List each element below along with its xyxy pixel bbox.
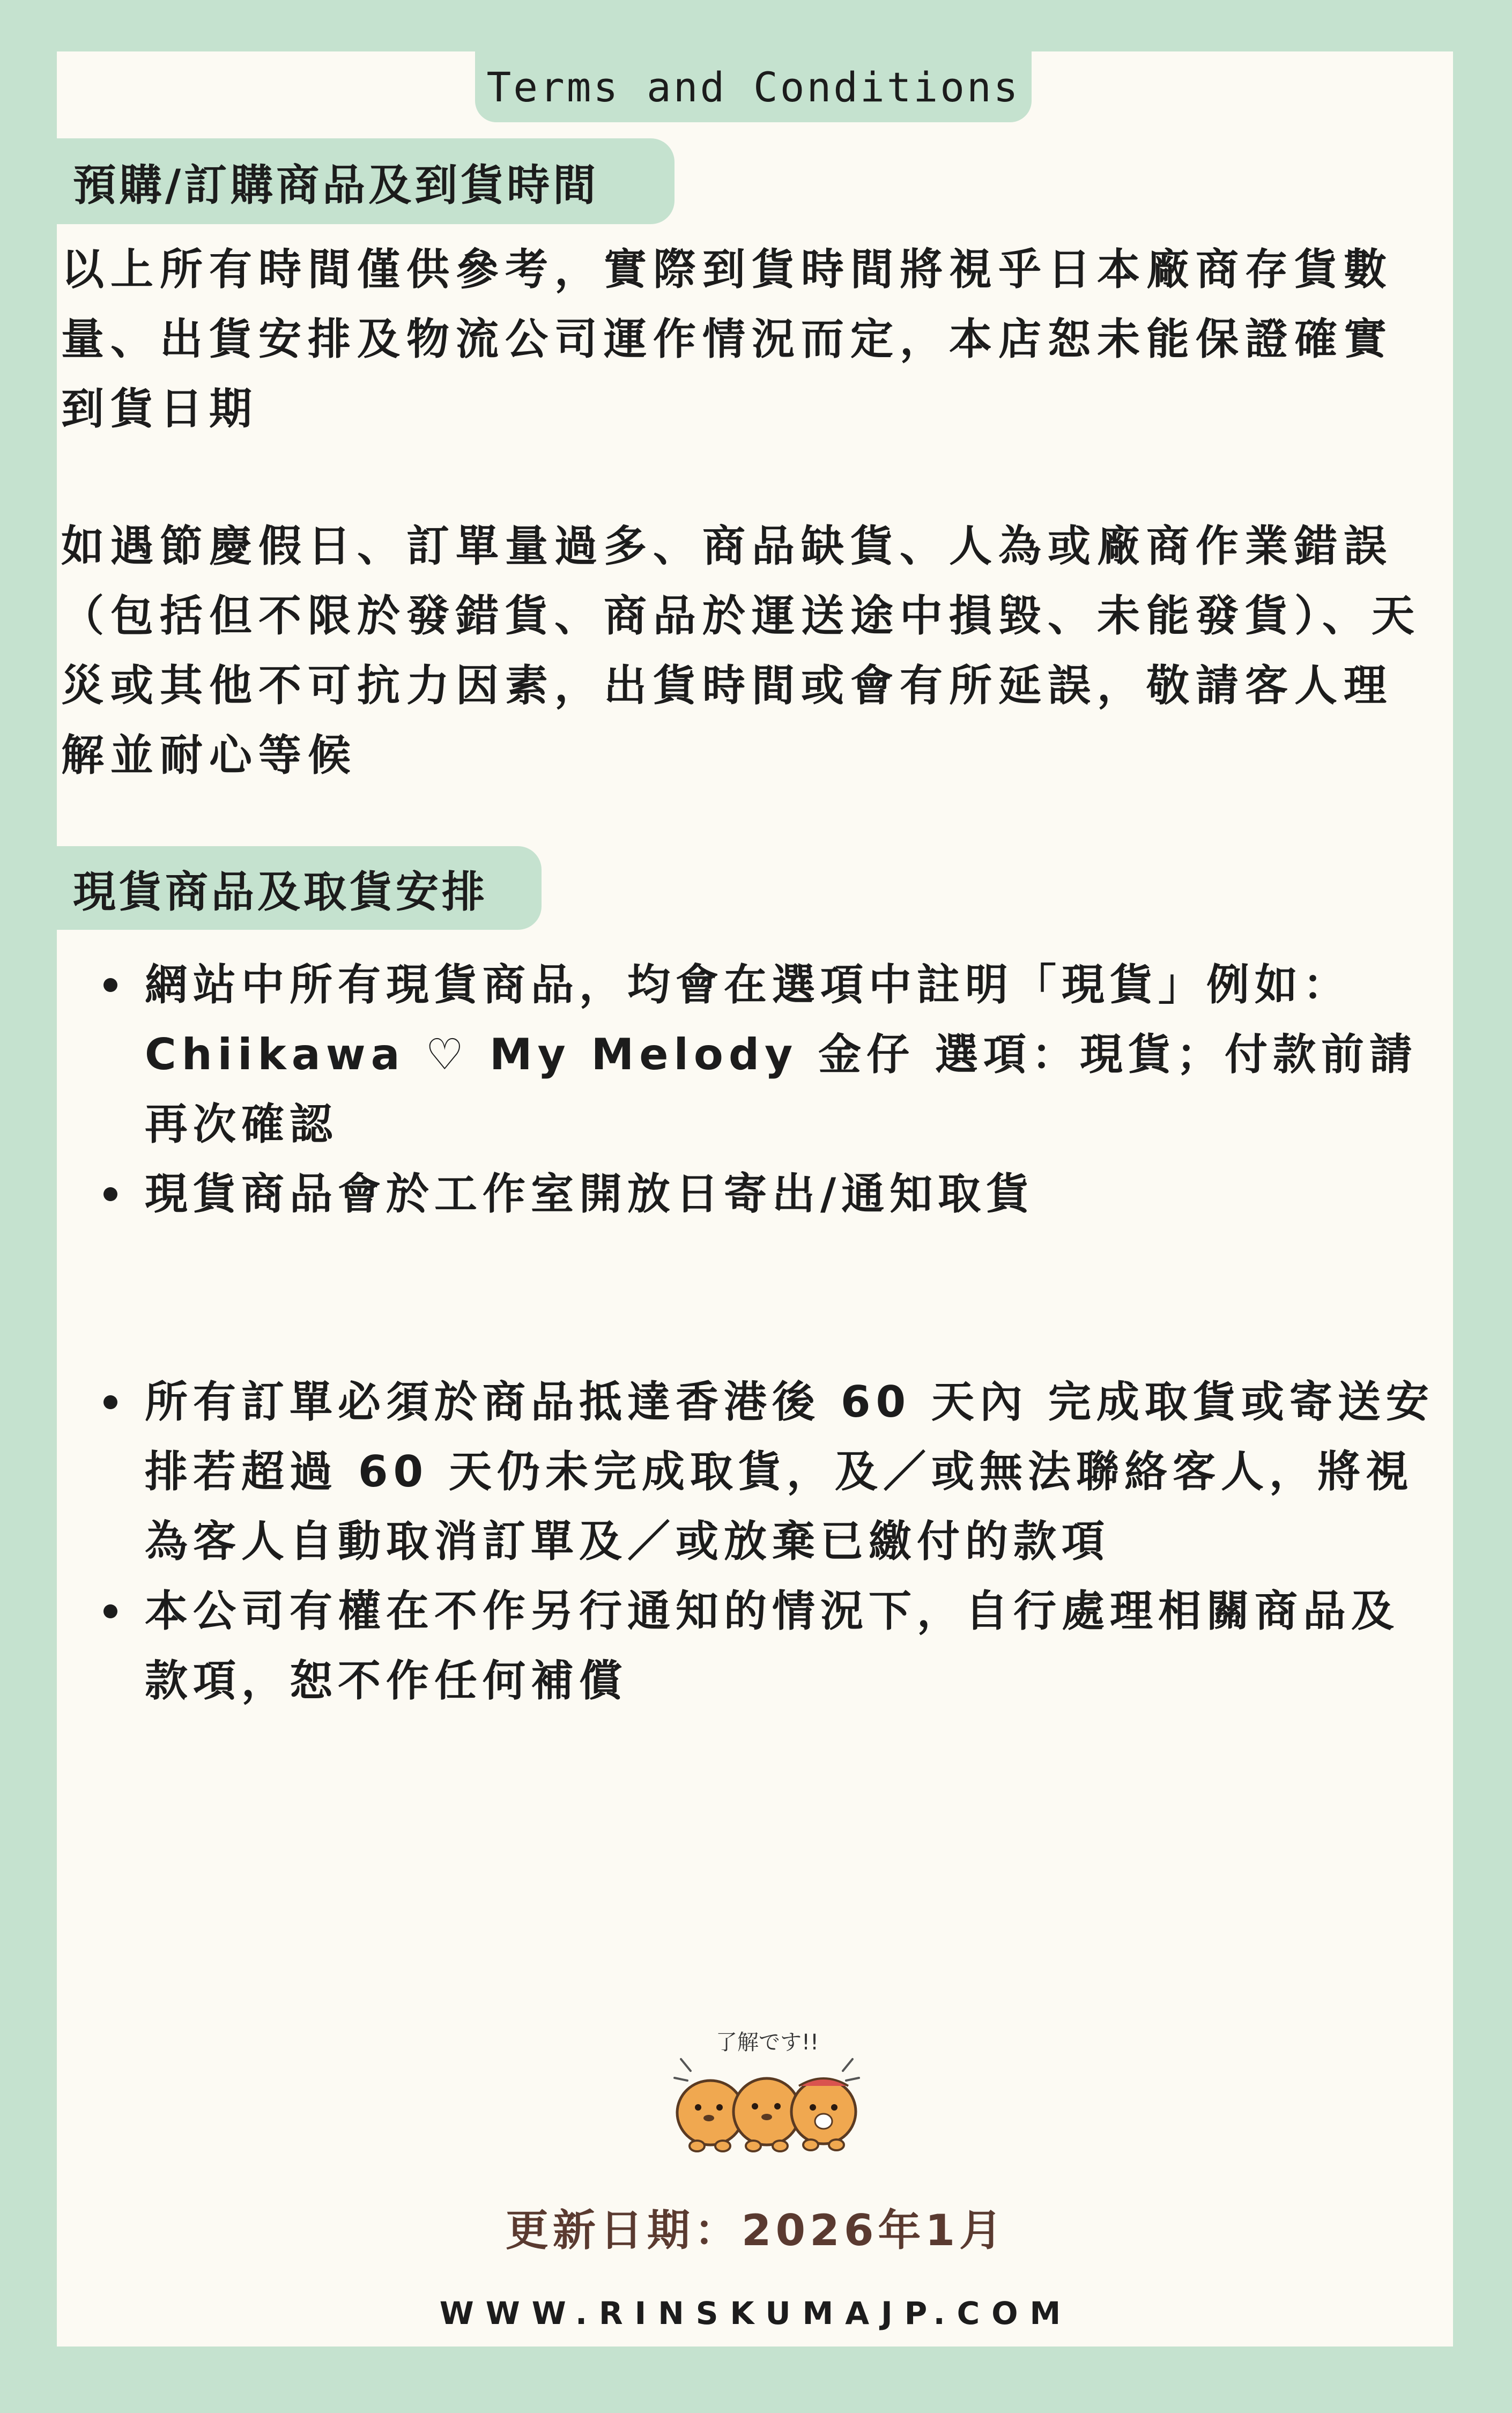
- list-item-text: 本公司有權在不作另行通知的情況下，自行處理相關商品及款項，恕不作任何補償: [145, 1586, 1399, 1706]
- last-updated-date: 更新日期：2026年1月: [505, 2205, 1007, 2255]
- pickup-terms-list: [94, 1367, 1445, 1716]
- list-item-text: 網站中所有現貨商品，均會在選項中註明「現貨」例如：Chiikawa ♡ My Melody 金仔 選項：現貨；付款前請再次確認: [145, 960, 1418, 1149]
- list-item: [94, 1367, 1445, 1576]
- list-item-text: 所有訂單必須於商品抵達香港後 60 天內 完成取貨或寄送安排若超過 60 天仍未完成取貨，及／或無法聯絡客人，將視為客人自動取消訂單及／或放棄已繳付的款項: [145, 1377, 1434, 1566]
- list-item: [94, 950, 1445, 1159]
- website-link[interactable]: WWW.RINSKUMAJP.COM: [439, 2295, 1073, 2331]
- bullet-dot: [103, 1187, 117, 1201]
- list-item: [94, 1576, 1445, 1716]
- page-title: Terms and Conditions: [475, 51, 1032, 122]
- instock-list: [94, 950, 1445, 1229]
- preorder-paragraph-2: 如遇節慶假日、訂單量過多、商品缺貨、人為或廠商作業錯誤（包括但不限於發錯貨、商品於運送途中損毀、未能發貨）、天災或其他不可抗力因素，出貨時間或會有所延誤，敬請客人理解並耐心等候: [61, 521, 1421, 780]
- bullet-dot: [103, 1395, 117, 1409]
- section-heading-preorder: 預購/訂購商品及到貨時間: [57, 138, 675, 224]
- list-item: [94, 1159, 1445, 1229]
- bear-mascots-icon: [665, 2022, 869, 2161]
- bullet-dot: [103, 978, 117, 992]
- section-heading-instock: 現貨商品及取貨安排: [57, 846, 542, 930]
- list-item-text: 現貨商品會於工作室開放日寄出/通知取貨: [145, 1169, 1035, 1219]
- illustration-caption: 了解です!!: [716, 2030, 819, 2055]
- preorder-paragraph-1: 以上所有時間僅供參考，實際到貨時間將視乎日本廠商存貨數量、出貨安排及物流公司運作情況而定，本店恕未能保證確實到貨日期: [61, 245, 1393, 434]
- bullet-dot: [103, 1604, 117, 1618]
